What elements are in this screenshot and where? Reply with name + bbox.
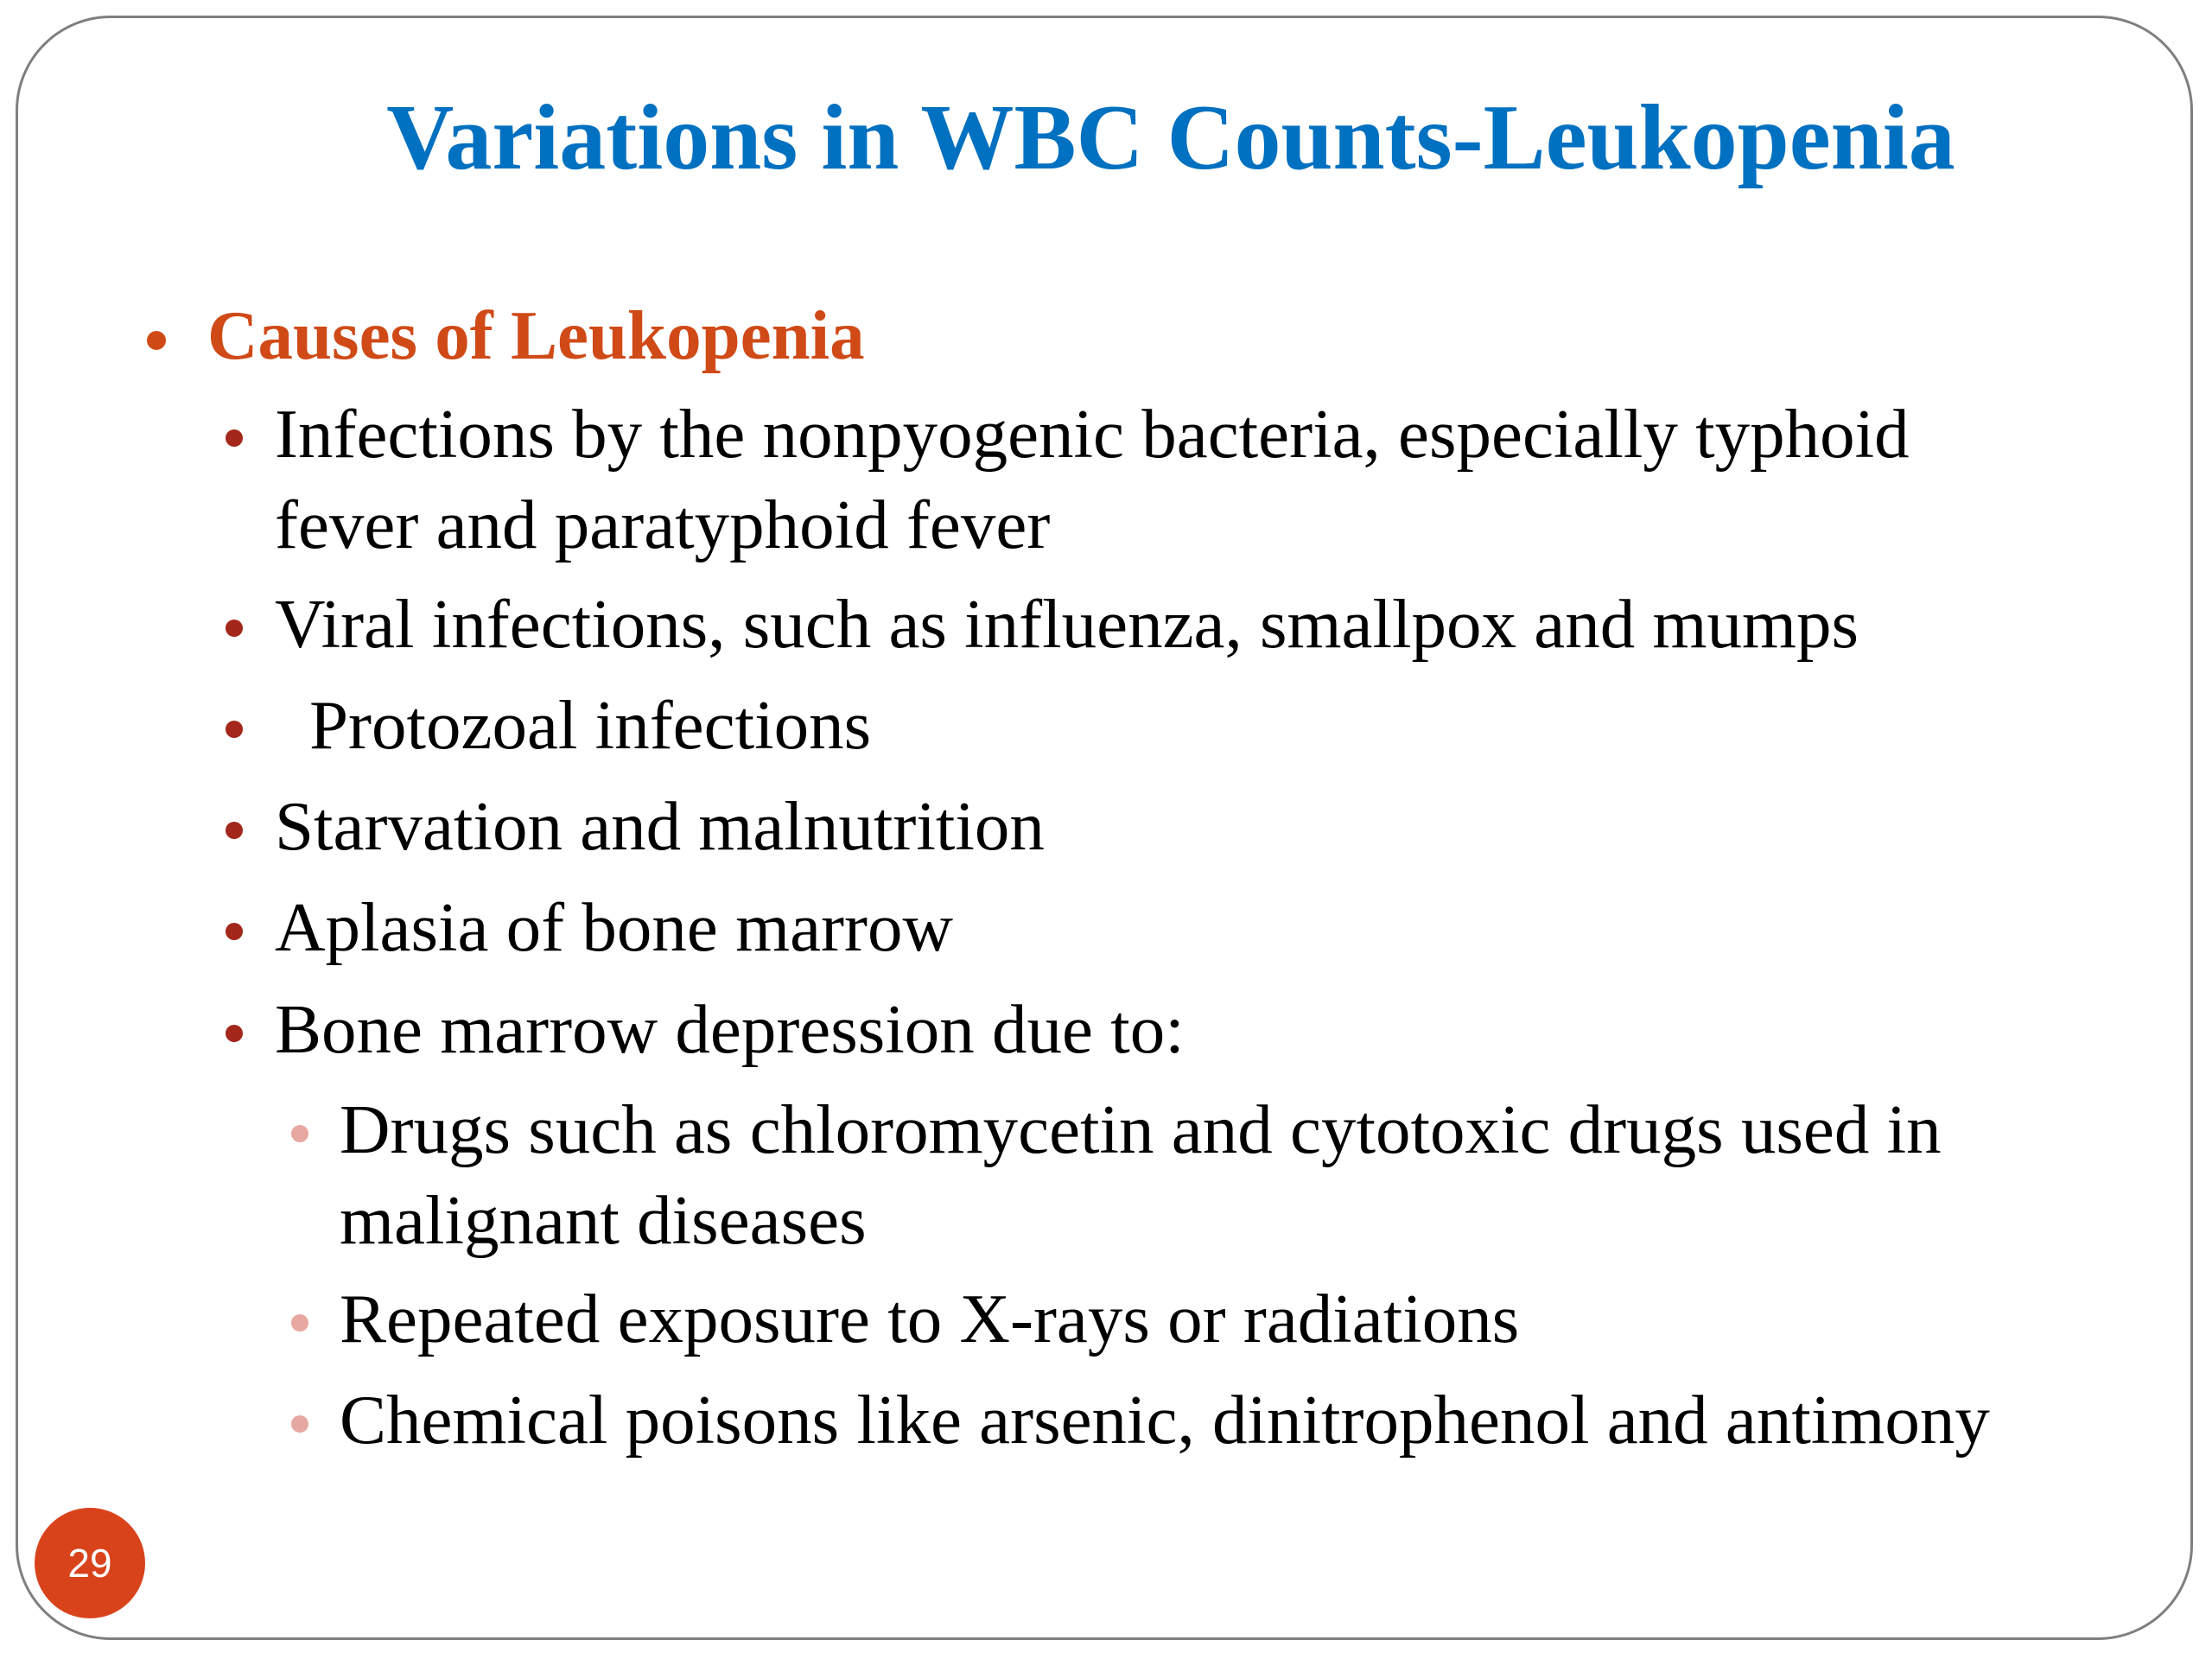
causes-heading: Causes of Leukopenia: [207, 296, 865, 374]
bullet-level2-icon: [226, 923, 243, 940]
bullet-level2-icon: [226, 429, 243, 447]
page-number: 29: [67, 1541, 112, 1586]
list-item: Starvation and malnutrition: [275, 787, 1045, 865]
sub-list-item: Repeated exposure to X-rays or radiations: [340, 1280, 1520, 1357]
list-item: Aplasia of bone marrow: [275, 888, 954, 966]
bullet-level3-icon: [291, 1415, 308, 1433]
list-item: Bone marrow depression due to:: [275, 990, 1185, 1068]
bullet-level2-icon: [226, 822, 243, 839]
bullet-level2-icon: [226, 721, 243, 738]
list-item-continuation: fever and paratyphoid fever: [275, 486, 1051, 563]
bullet-level3-icon: [291, 1314, 308, 1332]
sub-list-item: Chemical poisons like arsenic, dinitrophenol and antimony: [340, 1381, 1990, 1459]
list-item: Protozoal infections: [309, 686, 872, 764]
sub-list-item-continuation: malignant diseases: [340, 1181, 867, 1259]
slide-title: Variations in WBC Counts-Leukopenia: [386, 86, 1955, 189]
bullet-level1-icon: [147, 331, 166, 350]
list-item: Infections by the nonpyogenic bacteria, especially typhoid: [275, 395, 1910, 473]
page-number-badge: [35, 1508, 145, 1618]
sub-list-item: Drugs such as chloromycetin and cytotoxic drugs used in: [340, 1090, 1942, 1168]
list-item: Viral infections, such as influenza, smallpox and mumps: [275, 585, 1859, 663]
bullet-level3-icon: [291, 1125, 308, 1142]
bullet-level2-icon: [226, 620, 243, 637]
bullet-level2-icon: [226, 1025, 243, 1042]
